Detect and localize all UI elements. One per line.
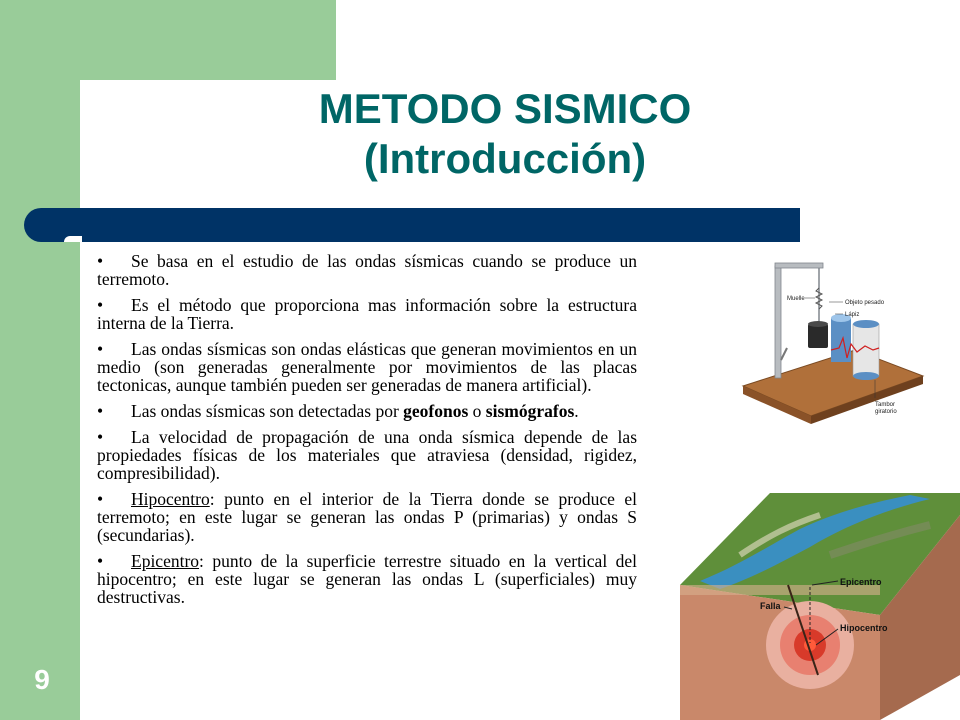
bullet-item [97, 252, 637, 288]
seismograph-illustration [735, 258, 925, 428]
bullet-text: : punto en el interior de la Tierra donde se produce el terremoto; en este lugar se generan las ondas P (primarias) y ondas S (secundarias). [97, 489, 637, 545]
bullet-item [97, 552, 637, 606]
term-geofonos: geofonos [403, 401, 469, 421]
slide-number: 9 [34, 664, 50, 695]
bullet-text: o [472, 401, 482, 421]
bullet-list [97, 252, 637, 614]
term-hipocentro: Hipocentro [131, 489, 210, 509]
title-line-1: METODO SISMICO [318, 85, 692, 132]
bullet-dot: • [97, 339, 104, 359]
slide-title [230, 84, 780, 184]
label-objeto-pesado: Objeto pesado [845, 300, 885, 306]
bullet-text: : punto de la superficie terrestre situado en la vertical del hipocentro; en este lugar se generan las ondas L (superficiales) muy destructivas. [97, 551, 637, 607]
bullet-item [97, 340, 637, 394]
label-hipocentro: Hipocentro [840, 623, 888, 633]
bullet-dot: • [97, 295, 104, 315]
bullet-text: Es el método que proporciona mas información sobre la estructura interna de la Tierra. [97, 295, 637, 333]
label-falla: Falla [760, 601, 781, 611]
top-green-block [80, 0, 336, 80]
bullet-dot: • [97, 251, 104, 271]
bullet-text: Las ondas sísmicas son detectadas por [131, 401, 399, 421]
content-corner [80, 80, 160, 160]
left-green-bar [0, 0, 80, 720]
label-epicentro: Epicentro [840, 577, 882, 587]
bullet-text: Se basa en el estudio de las ondas sísmicas cuando se produce un terremoto. [97, 251, 637, 289]
divider-notch [64, 236, 82, 242]
bullet-item [97, 428, 637, 482]
label-lapiz: Lápiz [845, 312, 860, 318]
bullet-dot: • [97, 551, 104, 571]
bullet-text: La velocidad de propagación de una onda sísmica depende de las propiedades físicas de los materiales que atraviesa (densidad, rigidez, compresibilidad). [97, 427, 637, 483]
bullet-text: Las ondas sísmicas son ondas elásticas que generan movimientos en un medio (son generadas generalmente por movimientos de las placas tectonicas, aunque también pueden ser generadas de manera artificial). [97, 339, 637, 395]
term-epicentro: Epicentro [131, 551, 200, 571]
label-giratorio: giratorio [875, 409, 897, 415]
bullet-text: . [574, 401, 579, 421]
bullet-dot: • [97, 401, 104, 421]
title-line-2: (Introducción) [363, 135, 647, 182]
title-divider-bar [24, 208, 800, 242]
earthquake-diagram [680, 485, 960, 720]
bullet-item [97, 296, 637, 332]
bullet-item [97, 402, 637, 420]
bullet-dot: • [97, 427, 104, 447]
bullet-dot: • [97, 489, 104, 509]
term-sismografos: sismógrafos [485, 401, 575, 421]
label-muelle: Muelle [787, 296, 805, 302]
label-tambor: Tambor [875, 402, 896, 408]
bullet-item [97, 490, 637, 544]
